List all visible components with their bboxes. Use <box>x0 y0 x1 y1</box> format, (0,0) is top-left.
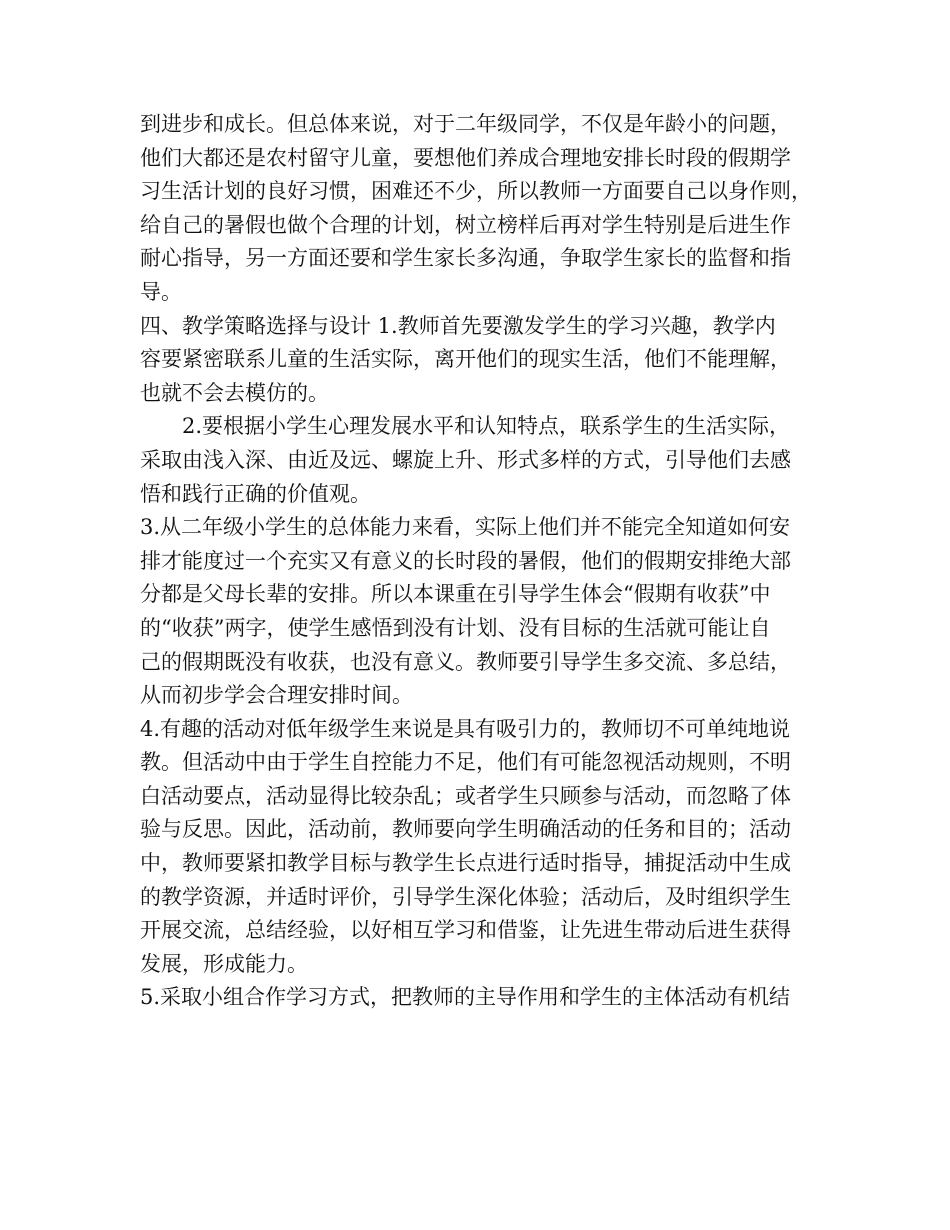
text-line: 容要紧密联系儿童的生活实际，离开他们的现实生活，他们不能理解， <box>140 347 791 372</box>
text-line: 中，教师要紧扣教学目标与教学生长点进行适时指导，捕捉活动中生成 <box>140 851 791 876</box>
text-line: 采取由浅入深、由近及远、螺旋上升、形式多样的方式，引导他们去感 <box>140 447 791 472</box>
text-line: 开展交流，总结经验，以好相互学习和借鉴，让先进生带动后进生获得 <box>140 918 791 943</box>
text-line: 从而初步学会合理安排时间。 <box>140 683 413 708</box>
text-line: 耐心指导，另一方面还要和学生家长多沟通，争取学生家长的监督和指 <box>140 246 791 271</box>
text-line: 发展，形成能力。 <box>140 951 308 976</box>
text-line: 也就不会去模仿的。 <box>140 380 329 405</box>
text-line: 排才能度过一个充实又有意义的长时段的暑假，他们的假期安排绝大部 <box>140 548 791 573</box>
text-line: 4.有趣的活动对低年级学生来说是具有吸引力的，教师切不可单纯地说 <box>140 716 791 741</box>
section-heading-line: 四、教学策略选择与设计 1.教师首先要激发学生的学习兴趣，教学内 <box>140 313 776 338</box>
document-body <box>140 108 830 1015</box>
text-line: 己的假期既没有收获，也没有意义。教师要引导学生多交流、多总结， <box>140 649 791 674</box>
text-line: 习生活计划的良好习惯，困难还不少，所以教师一方面要自己以身作则， <box>140 179 812 204</box>
text-line: 到进步和成长。但总体来说，对于二年级同学，不仅是年龄小的问题， <box>140 112 791 136</box>
text-line: 3.从二年级小学生的总体能力来看，实际上他们并不能完全知道如何安 <box>140 515 791 540</box>
text-line: 白活动要点，活动显得比较杂乱；或者学生只顾参与活动，而忽略了体 <box>140 783 791 808</box>
text-line: 给自己的暑假也做个合理的计划，树立榜样后再对学生特别是后进生作 <box>140 212 791 237</box>
text-line: 5.采取小组合作学习方式，把教师的主导作用和学生的主体活动有机结 <box>140 985 791 1010</box>
text-line: 悟和践行正确的价值观。 <box>140 481 371 506</box>
text-line: 的教学资源，并适时评价，引导学生深化体验；活动后，及时组织学生 <box>140 884 791 909</box>
text-line: 的“收获”两字，使学生感悟到没有计划、没有目标的生活就可能让自 <box>140 615 771 640</box>
text-line: 教。但活动中由于学生自控能力不足，他们有可能忽视活动规则，不明 <box>140 750 791 775</box>
text-line: 验与反思。因此，活动前，教师要向学生明确活动的任务和目的；活动 <box>140 817 791 842</box>
text-line: 他们大都还是农村留守儿童，要想他们养成合理地安排长时段的假期学 <box>140 145 791 170</box>
text-line: 2.要根据小学生心理发展水平和认知特点，联系学生的生活实际， <box>182 414 791 439</box>
text-line: 导。 <box>140 279 182 304</box>
text-line: 分都是父母长辈的安排。所以本课重在引导学生体会“假期有收获”中 <box>140 582 771 607</box>
